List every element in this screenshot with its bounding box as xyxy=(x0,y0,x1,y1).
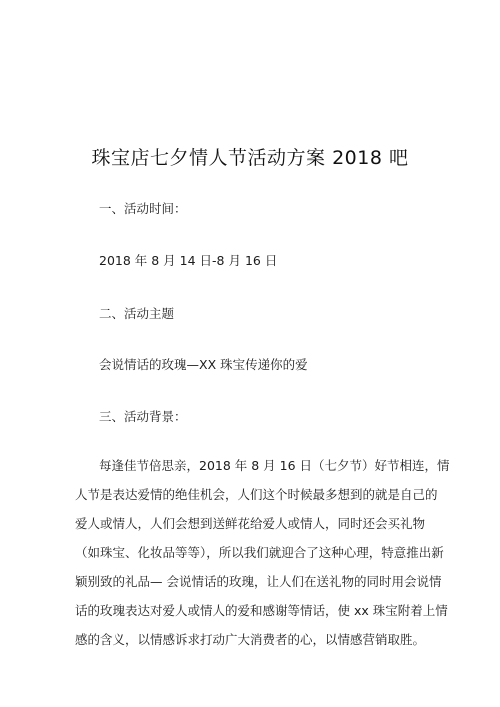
document-title: 珠宝店七夕情人节活动方案 2018 吧 xyxy=(91,147,409,169)
section-2-heading: 二、活动主题 xyxy=(99,306,175,321)
section-2-body: 会说情话的玫瑰—XX 珠宝传递你的爱 xyxy=(99,357,308,372)
section-3-heading: 三、活动背景： xyxy=(99,409,187,424)
paragraph-line: 感的含义，以情感诉求打动广大消费者的心，以情感营销取胜。 xyxy=(75,632,426,647)
paragraph-line: 爱人或情人，人们会想到送鲜花给爱人或情人，同时还会买礼物 xyxy=(75,516,426,531)
paragraph-line: 颖别致的礼品— 会说情话的玫瑰，让人们在送礼物的同时用会说情 xyxy=(75,574,442,589)
paragraph-line: 每逢佳节倍思亲，2018 年 8 月 16 日（七夕节）好节相连，情 xyxy=(99,458,450,473)
section-3-paragraph xyxy=(75,456,450,659)
section-1-heading: 一、活动时间： xyxy=(99,201,187,216)
paragraph-line: 话的玫瑰表达对爱人或情人的爱和感谢等情话，使 xx 珠宝附着上情 xyxy=(75,603,448,618)
paragraph-line: （如珠宝、化妆品等等），所以我们就迎合了这种心理，特意推出新 xyxy=(75,545,444,560)
section-1-body: 2018 年 8 月 14 日-8 月 16 日 xyxy=(99,253,278,268)
paragraph-line: 人节是表达爱情的绝佳机会，人们这个时候最多想到的就是自己的 xyxy=(75,487,438,502)
